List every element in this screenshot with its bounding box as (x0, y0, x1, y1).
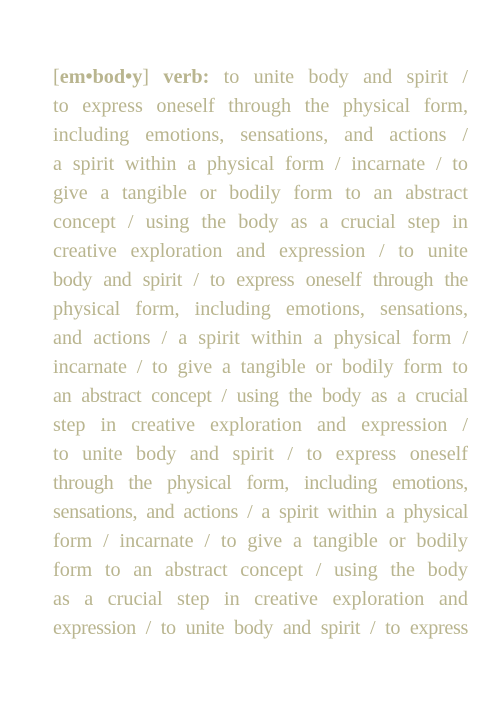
first-line-text: to unite body and spirit / (223, 66, 468, 88)
definition-line-7: creative exploration and expression / to unite (53, 240, 468, 262)
definition-line-3: including emotions, sensations, and actions / (53, 124, 468, 146)
definition-line-15: through the physical form, including emotions, (53, 472, 468, 494)
definition-line-17: form / incarnate / to give a tangible or bodily (53, 530, 468, 552)
definition-line-1 (53, 63, 468, 92)
definition-line-19: as a crucial step in creative exploration and (53, 588, 468, 610)
definition-line-5: give a tangible or bodily form to an abstract (53, 182, 468, 204)
definition-line-4: a spirit within a physical form / incarnate / to (53, 153, 468, 175)
open-bracket: [ (53, 66, 60, 88)
definition-line-9: physical form, including emotions, sensations, (53, 298, 468, 320)
headword: em•bod•y (59, 66, 143, 88)
close-bracket: ] (142, 66, 150, 88)
definition-line-11: incarnate / to give a tangible or bodily form to (53, 356, 468, 378)
definition-line-14: to unite body and spirit / to express oneself (53, 443, 468, 465)
definition-text (53, 63, 468, 643)
definition-line-18: form to an abstract concept / using the body (53, 559, 468, 581)
definition-line-8: body and spirit / to express oneself through the (53, 269, 468, 291)
part-of-speech: verb: (163, 66, 210, 88)
definition-line-10: and actions / a spirit within a physical form / (53, 327, 468, 349)
definition-line-13: step in creative exploration and expression / (53, 414, 468, 436)
definition-line-12: an abstract concept / using the body as a crucial (53, 385, 468, 407)
definition-line-16: sensations, and actions / a spirit within a physical (53, 501, 468, 523)
definition-line-20: expression / to unite body and spirit / to express (53, 617, 468, 639)
definition-line-6: concept / using the body as a crucial step in (53, 211, 468, 233)
definition-line-2: to express oneself through the physical form, (53, 95, 468, 117)
